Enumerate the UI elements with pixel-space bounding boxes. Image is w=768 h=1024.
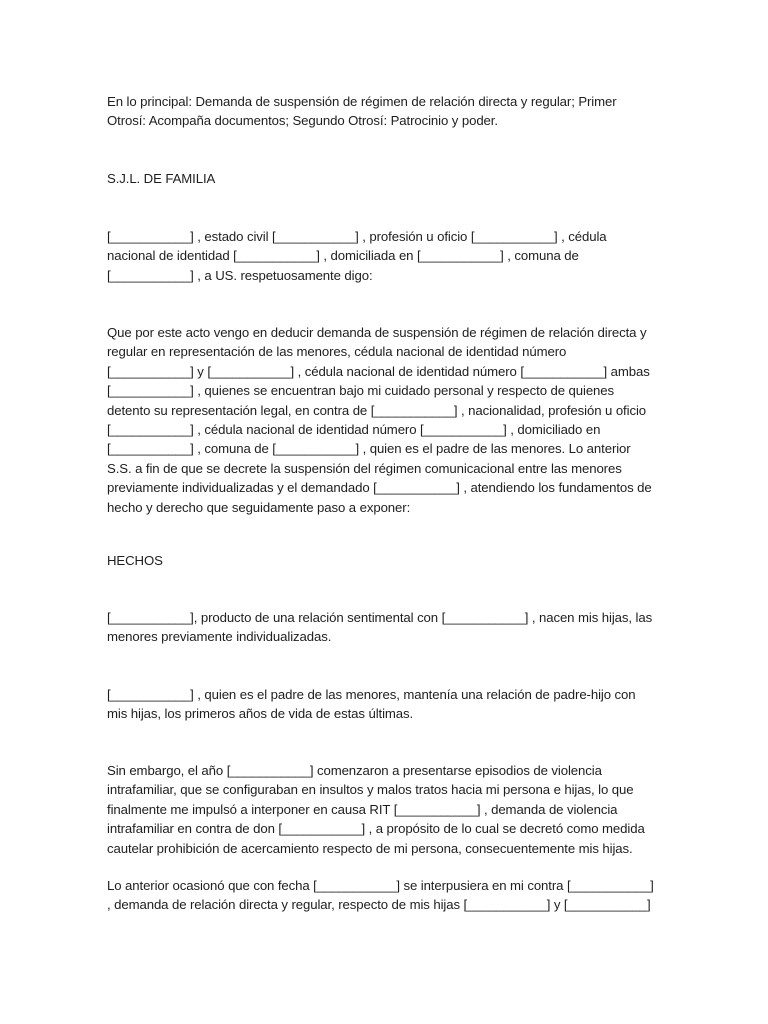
document-summary: En lo principal: Demanda de suspensión de régimen de relación directa y regular; Primer Otrosí: Acompaña documentos; Segundo Otrosí: Patrocinio y poder.	[107, 94, 617, 129]
request-paragraph: Que por este acto vengo en deducir demanda de suspensión de régimen de relación directa y regular en representación de las menores, cédula nacional de identidad número [___________] y [___________] , cédula nacional de identidad número [___________] ambas [___________] , quienes se encuentran bajo mi cuidado personal y respecto de quienes detento su representación legal, en contra de [___________] , nacionalidad, profesión u oficio [___________] , cédula nacional de identidad número [___________] , domiciliado en [___________] , comuna de [___________] , quien es el padre de las menores. Lo anterior S.S. a fin de que se decrete la suspensión del régimen comunicacional entre las menores previamente individualizadas y el demandado [___________] , atendiendo los fundamentos de hecho y derecho que seguidamente paso a exponer:	[107, 325, 652, 515]
fact-paragraph-1: [___________], producto de una relación sentimental con [___________] , nacen mis hijas, las menores previamente individualizadas.	[107, 610, 653, 645]
fact-paragraph-3: Sin embargo, el año [___________] comenzaron a presentarse episodios de violencia intrafamiliar, que se configuraban en insultos y malos tratos hacia mi persona e hijas, lo que finalmente me impulsó a interponer en causa RIT [___________] , demanda de violencia intrafamiliar en contra de don [___________] , a propósito de lo cual se decretó como medida cautelar prohibición de acercamiento respecto de mi persona, consecuentemente mis hijas.	[107, 763, 645, 856]
facts-heading: HECHOS	[107, 553, 163, 568]
appearance-paragraph: [___________] , estado civil [___________] , profesión u oficio [___________] , cédula nacional de identidad [___________] , domiciliada en [___________] , comuna de [___________] , a US. respetuosamente digo:	[107, 229, 607, 283]
fact-paragraph-2: [___________] , quien es el padre de las menores, mantenía una relación de padre-hijo con mis hijas, los primeros años de vida de estas últimas.	[107, 687, 636, 722]
fact-paragraph-4: Lo anterior ocasionó que con fecha [___________] se interpusiera en mi contra [___________] , demanda de relación directa y regular, respecto de mis hijas [___________] y [___________]	[107, 878, 654, 913]
court-heading: S.J.L. DE FAMILIA	[107, 171, 216, 186]
